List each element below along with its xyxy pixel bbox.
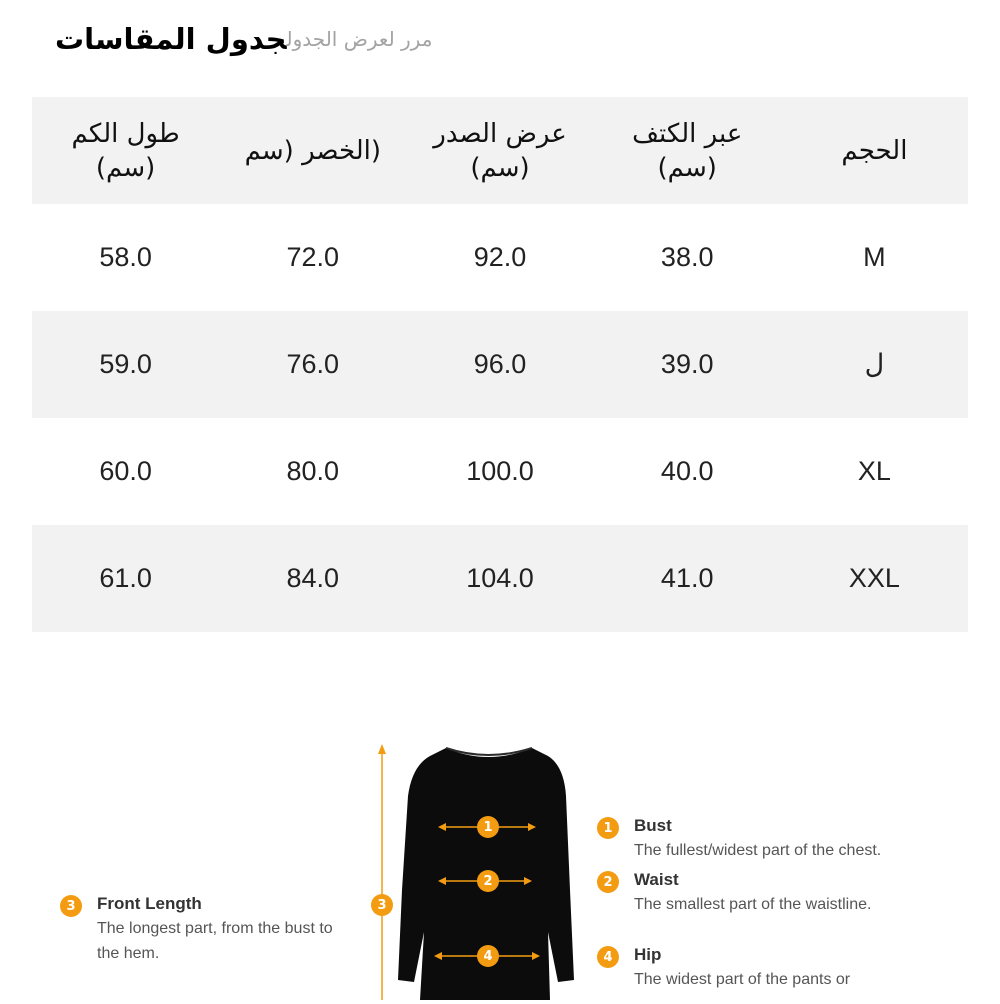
- front-length-arrow-head: [378, 744, 386, 754]
- cell-shoulder: 40.0: [660, 456, 714, 486]
- cell-size: M: [863, 242, 886, 272]
- hip-marker-badge: 4: [477, 945, 499, 967]
- column-header-shoulder: عبر الكتف (سم): [632, 118, 743, 183]
- table-row: [32, 525, 968, 632]
- column-header-sleeve: طول الكم (سم): [71, 118, 180, 183]
- waist-number-badge: 2: [597, 871, 619, 893]
- waist-info: [597, 870, 871, 917]
- front-length-number-badge: 3: [60, 895, 82, 917]
- header: [55, 22, 432, 66]
- cell-chest: 100.0: [466, 456, 534, 486]
- waist-description: The smallest part of the waistline.: [634, 896, 872, 913]
- front-length-description-line1: The longest part, from the bust to: [97, 920, 333, 937]
- cell-sleeve: 60.0: [99, 456, 152, 486]
- column-header-waist: (الخصر (سم: [244, 135, 382, 166]
- front-length-marker-badge: 3: [371, 894, 393, 916]
- cell-chest: 104.0: [466, 563, 534, 593]
- measurement-diagram: [0, 700, 1000, 1000]
- column-header-chest: عرض الصدر (سم): [433, 118, 567, 183]
- bust-description: The fullest/widest part of the chest.: [634, 842, 882, 859]
- cell-size: XL: [857, 456, 891, 486]
- cell-size: XXL: [848, 563, 900, 593]
- cell-chest: 96.0: [473, 349, 527, 379]
- cell-waist: 76.0: [286, 349, 340, 379]
- waist-title: Waist: [634, 870, 679, 889]
- cell-size: ل: [864, 349, 885, 379]
- scroll-hint: مرر لعرض الجدول: [286, 27, 433, 51]
- cell-shoulder: 41.0: [660, 563, 714, 593]
- cell-waist: 80.0: [286, 456, 340, 486]
- front-length-description-line2: the hem.: [97, 945, 160, 962]
- bust-info: [597, 816, 881, 863]
- cell-chest: 92.0: [473, 242, 527, 272]
- bust-number-badge: 1: [597, 817, 619, 839]
- bust-title: Bust: [634, 816, 672, 835]
- hip-description: The widest part of the pants or: [634, 971, 851, 988]
- table-row: [32, 418, 968, 525]
- cell-waist: 84.0: [286, 563, 340, 593]
- front-length-title: Front Length: [97, 894, 202, 913]
- table-header-row: [32, 97, 968, 204]
- hip-info: [597, 945, 850, 992]
- column-header-size: الحجم: [841, 135, 908, 166]
- cell-waist: 72.0: [286, 242, 340, 272]
- cell-shoulder: 38.0: [660, 242, 714, 272]
- waist-marker-badge: 2: [477, 870, 499, 892]
- cell-sleeve: 58.0: [99, 242, 152, 272]
- front-length-info: [60, 894, 333, 966]
- hip-number-badge: 4: [597, 946, 619, 968]
- table-row: [32, 204, 968, 311]
- page-title: جدول المقاسات: [55, 22, 287, 56]
- table-row: [32, 311, 968, 418]
- hip-title: Hip: [634, 945, 662, 964]
- bust-marker-badge: 1: [477, 816, 499, 838]
- cell-sleeve: 59.0: [99, 349, 152, 379]
- size-table: [32, 97, 968, 632]
- cell-sleeve: 61.0: [99, 563, 152, 593]
- cell-shoulder: 39.0: [660, 349, 714, 379]
